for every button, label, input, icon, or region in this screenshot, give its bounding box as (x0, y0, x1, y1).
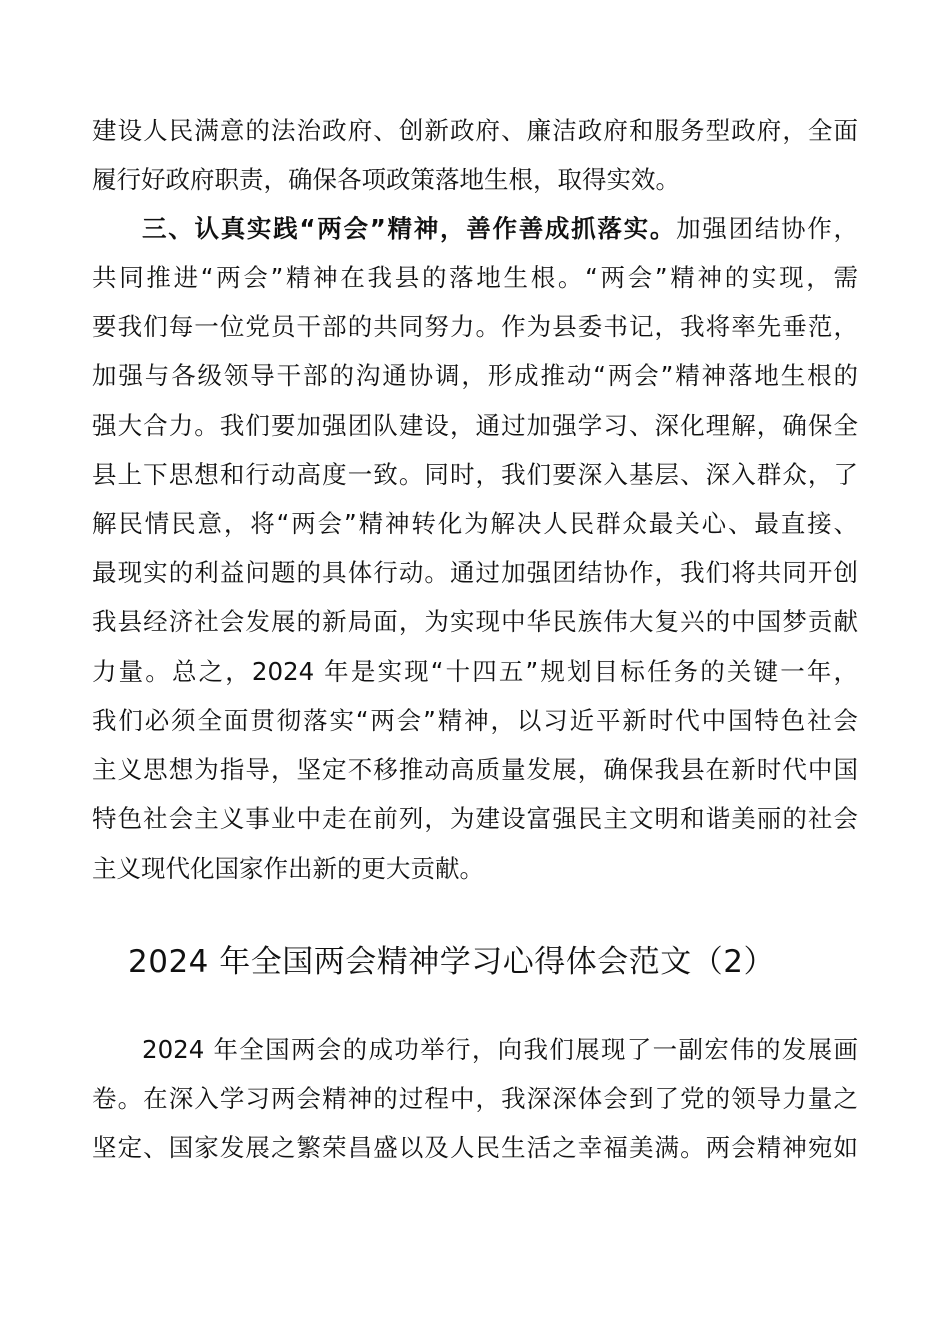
paragraph-line: 特色社会主义事业中走在前列，为建设富强民主文明和谐美丽的社会 (92, 804, 858, 833)
paragraph-line: 县上下思想和行动高度一致。同时，我们要深入基层、深入群众，了 (92, 460, 858, 489)
paragraph-line: 要我们每一位党员干部的共同努力。作为县委书记，我将率先垂范， (92, 312, 858, 341)
article-title: 2024 年全国两会精神学习心得体会范文（2） (128, 944, 775, 980)
paragraph-line: 共同推进“两会”精神在我县的落地生根。“两会”精神的实现，需 (92, 263, 858, 292)
paragraph-line: 我们必须全面贯彻落实“两会”精神，以习近平新时代中国特色社会 (92, 706, 858, 735)
paragraph-line: 履行好政府职责，确保各项政策落地生根，取得实效。 (92, 165, 680, 194)
paragraph-line: 加强与各级领导干部的沟通协调，形成推动“两会”精神落地生根的 (92, 361, 858, 390)
paragraph-line: 强大合力。我们要加强团队建设，通过加强学习、深化理解，确保全 (92, 411, 858, 440)
paragraph-line: 2024 年全国两会的成功举行，向我们展现了一副宏伟的发展画 (142, 1035, 858, 1064)
paragraph-line: 卷。在深入学习两会精神的过程中，我深深体会到了党的领导力量之 (92, 1084, 858, 1113)
paragraph-line: 解民情民意，将“两会”精神转化为解决人民群众最关心、最直接、 (92, 509, 858, 538)
paragraph-line: 主义思想为指导，坚定不移推动高质量发展，确保我县在新时代中国 (92, 755, 858, 784)
paragraph-line: 力量。总之，2024 年是实现“十四五”规划目标任务的关键一年， (92, 657, 858, 686)
paragraph-line: 最现实的利益问题的具体行动。通过加强团结协作，我们将共同开创 (92, 558, 858, 587)
paragraph-line: 我县经济社会发展的新局面，为实现中华民族伟大复兴的中国梦贡献 (92, 607, 858, 636)
paragraph-line: 坚定、国家发展之繁荣昌盛以及人民生活之幸福美满。两会精神宛如 (92, 1133, 858, 1162)
paragraph-line: 主义现代化国家作出新的更大贡献。 (92, 854, 484, 883)
section-heading-line (142, 205, 858, 253)
paragraph-line: 建设人民满意的法治政府、创新政府、廉洁政府和服务型政府，全面 (92, 116, 858, 145)
section-heading-rest: 加强团结协作， (676, 214, 858, 243)
section-heading-bold: 三、认真实践“两会”精神，善作善成抓落实。 (142, 214, 677, 243)
